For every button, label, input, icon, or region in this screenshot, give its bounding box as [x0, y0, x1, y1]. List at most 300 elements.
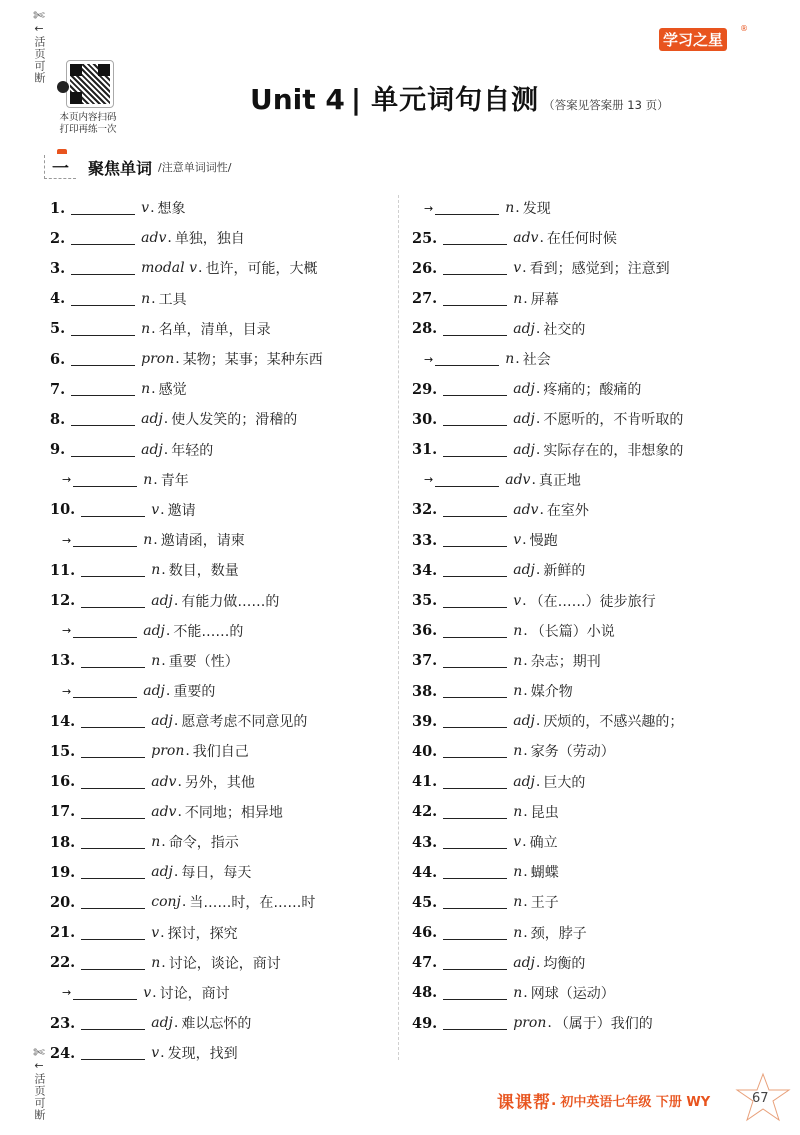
vocab-item — [50, 1008, 323, 1038]
item-number: 35. — [412, 592, 438, 610]
vocab-item — [412, 736, 683, 766]
vocab-item — [412, 585, 683, 615]
chinese-meaning: 屏幕 — [530, 291, 559, 308]
pos-dot: . — [522, 592, 527, 609]
answer-blank[interactable] — [81, 926, 145, 940]
part-of-speech: n — [513, 894, 523, 911]
answer-blank[interactable] — [71, 412, 135, 426]
answer-blank[interactable] — [443, 805, 507, 819]
part-of-speech: adj — [141, 441, 163, 458]
part-of-speech: n — [513, 622, 523, 639]
part-of-speech: adj — [151, 1015, 173, 1032]
pos-dot: . — [523, 894, 528, 911]
part-of-speech: n — [513, 652, 523, 669]
title-main: 单元词句自测 — [371, 85, 540, 116]
answer-blank[interactable] — [81, 594, 145, 608]
pos-dot: . — [522, 532, 527, 549]
pos-dot: . — [515, 351, 520, 368]
pos-dot: . — [535, 381, 541, 398]
right-column — [412, 193, 683, 1038]
vocab-item — [50, 555, 323, 585]
pos-dot: . — [198, 260, 203, 277]
answer-blank[interactable] — [81, 503, 145, 517]
part-of-speech: adv — [505, 471, 531, 488]
answer-blank[interactable] — [443, 624, 507, 638]
answer-blank[interactable] — [81, 1046, 145, 1060]
item-number: 43. — [412, 833, 438, 851]
part-of-speech: v — [151, 1045, 160, 1062]
brand-logo: 学习之星 — [659, 28, 727, 51]
part-of-speech: pron — [151, 743, 185, 760]
answer-blank[interactable] — [81, 654, 145, 668]
pos-dot: . — [160, 501, 165, 518]
part-of-speech: n — [513, 924, 523, 941]
section-number: 一 — [52, 159, 69, 179]
pos-dot: . — [523, 924, 528, 941]
vocab-item — [50, 736, 323, 766]
pos-dot: . — [523, 803, 528, 820]
pos-dot: . — [161, 652, 166, 669]
qr-pattern — [70, 64, 110, 104]
answer-note: （答案见答案册 13 页） — [543, 98, 669, 112]
chinese-meaning: 新鲜的 — [543, 563, 586, 580]
chinese-meaning: 真正地 — [538, 472, 581, 489]
bee-mascot-icon — [57, 81, 69, 93]
answer-blank[interactable] — [71, 352, 135, 366]
item-number: 25. — [412, 229, 438, 247]
vocab-derived-item — [412, 193, 683, 223]
answer-blank[interactable] — [81, 895, 145, 909]
vocab-item — [50, 284, 323, 314]
chinese-meaning: 重要（性） — [168, 653, 239, 670]
pos-dot: . — [165, 622, 171, 639]
vocab-item — [50, 1038, 323, 1068]
part-of-speech: v — [151, 501, 160, 518]
item-number: 6. — [50, 350, 66, 368]
part-of-speech: adj — [513, 411, 535, 428]
item-number: 12. — [50, 592, 76, 610]
derive-arrow-icon: → — [62, 684, 72, 698]
answer-blank[interactable] — [81, 835, 145, 849]
item-number: 22. — [50, 954, 76, 972]
pos-dot: . — [167, 230, 172, 247]
footer — [497, 1088, 710, 1113]
answer-blank[interactable] — [81, 744, 145, 758]
chinese-meaning: 均衡的 — [543, 955, 586, 972]
answer-blank[interactable] — [435, 473, 499, 487]
pos-dot: . — [181, 894, 187, 911]
chinese-meaning: 讨论，谈论，商讨 — [168, 955, 281, 972]
pos-dot: . — [160, 924, 165, 941]
part-of-speech: n — [143, 532, 153, 549]
part-of-speech: adj — [141, 411, 163, 428]
qr-code[interactable] — [66, 60, 114, 108]
item-number: 48. — [412, 984, 438, 1002]
answer-blank[interactable] — [435, 201, 499, 215]
qr-caption-line2: 打印再练一次 — [59, 124, 117, 135]
part-of-speech: n — [513, 743, 523, 760]
item-number: 2. — [50, 229, 66, 247]
part-of-speech: adj — [151, 713, 173, 730]
part-of-speech: v — [151, 924, 160, 941]
pos-dot: . — [173, 1015, 179, 1032]
chinese-meaning: 发现，找到 — [167, 1046, 238, 1063]
answer-blank[interactable] — [71, 322, 135, 336]
answer-blank[interactable] — [81, 714, 145, 728]
vocab-item — [50, 253, 323, 283]
answer-blank[interactable] — [443, 503, 507, 517]
pos-dot: . — [531, 471, 536, 488]
answer-blank[interactable] — [71, 201, 135, 215]
item-number: 1. — [50, 199, 66, 217]
vocab-item — [412, 676, 683, 706]
vocab-derived-item — [50, 676, 323, 706]
answer-blank[interactable] — [443, 443, 507, 457]
vocab-item — [412, 435, 683, 465]
chinese-meaning: 发现 — [522, 201, 551, 218]
vocab-item — [50, 374, 323, 404]
item-number: 3. — [50, 259, 66, 277]
answer-blank[interactable] — [443, 835, 507, 849]
vocab-item — [50, 797, 323, 827]
vocab-item — [412, 374, 683, 404]
section-heading — [44, 155, 231, 179]
part-of-speech: v — [513, 260, 522, 277]
vocab-item — [412, 1008, 683, 1038]
answer-blank[interactable] — [443, 926, 507, 940]
vocab-item — [50, 404, 323, 434]
chinese-meaning: （长篇）小说 — [530, 623, 615, 640]
part-of-speech: n — [513, 803, 523, 820]
pos-dot: . — [523, 743, 528, 760]
item-number: 13. — [50, 652, 76, 670]
chinese-meaning: 网球（运动） — [530, 985, 615, 1002]
vocab-item — [50, 585, 323, 615]
chinese-meaning: 邀请函，请柬 — [160, 533, 245, 550]
chinese-meaning: 讨论，商讨 — [159, 985, 230, 1002]
vocab-item — [50, 767, 323, 797]
tear-label: 活页可断 — [33, 1073, 46, 1121]
pos-dot: . — [535, 320, 541, 337]
chinese-meaning: 工具 — [158, 291, 187, 308]
item-number: 11. — [50, 561, 76, 579]
unit-label: Unit 4 — [250, 83, 345, 116]
pos-dot: . — [161, 834, 166, 851]
vocab-derived-item — [412, 465, 683, 495]
vocab-item — [412, 797, 683, 827]
part-of-speech: n — [141, 320, 151, 337]
chinese-meaning: 王子 — [530, 895, 559, 912]
answer-blank[interactable] — [443, 594, 507, 608]
chinese-meaning: 媒介物 — [530, 684, 573, 701]
answer-blank[interactable] — [71, 443, 135, 457]
answer-blank[interactable] — [443, 231, 507, 245]
pos-dot: . — [153, 471, 158, 488]
vocab-item — [50, 948, 323, 978]
scissors-icon: ✄ — [33, 1045, 45, 1061]
chinese-meaning: 当……时，在……时 — [189, 895, 316, 912]
item-number: 39. — [412, 712, 438, 730]
vocab-item — [412, 525, 683, 555]
answer-blank[interactable] — [443, 956, 507, 970]
pos-dot: . — [523, 864, 528, 881]
vocab-item — [50, 918, 323, 948]
item-number: 14. — [50, 712, 76, 730]
part-of-speech: v — [141, 200, 150, 217]
answer-blank[interactable] — [443, 865, 507, 879]
part-of-speech: n — [141, 290, 151, 307]
answer-blank[interactable] — [81, 805, 145, 819]
vocab-item — [412, 404, 683, 434]
answer-blank[interactable] — [81, 865, 145, 879]
answer-blank[interactable] — [443, 382, 507, 396]
tear-strip-top — [28, 8, 50, 84]
pos-dot: . — [535, 562, 541, 579]
part-of-speech: adj — [143, 683, 165, 700]
chinese-meaning: 另外，其他 — [184, 774, 255, 791]
chinese-meaning: 使人发笑的；滑稽的 — [171, 412, 298, 429]
item-number: 20. — [50, 893, 76, 911]
chinese-meaning: 在室外 — [546, 502, 589, 519]
arrow-left-icon: ← — [34, 22, 44, 35]
part-of-speech: pron — [513, 1015, 547, 1032]
pos-dot: . — [160, 1045, 165, 1062]
part-of-speech: n — [513, 864, 523, 881]
left-column — [50, 193, 323, 1068]
vocab-item — [412, 284, 683, 314]
part-of-speech: adj — [151, 864, 173, 881]
pos-dot: . — [175, 351, 180, 368]
answer-blank[interactable] — [73, 473, 137, 487]
vocab-derived-item — [412, 344, 683, 374]
item-number: 19. — [50, 863, 76, 881]
part-of-speech: adj — [513, 954, 535, 971]
part-of-speech: adv — [151, 773, 177, 790]
item-number: 46. — [412, 924, 438, 942]
pos-dot: . — [150, 200, 155, 217]
item-number: 15. — [50, 742, 76, 760]
answer-blank[interactable] — [73, 533, 137, 547]
answer-blank[interactable] — [443, 563, 507, 577]
pos-dot: . — [153, 532, 158, 549]
pos-dot: . — [523, 984, 528, 1001]
item-number: 26. — [412, 259, 438, 277]
part-of-speech: pron — [141, 351, 175, 368]
pos-dot: . — [522, 834, 527, 851]
answer-blank[interactable] — [71, 382, 135, 396]
part-of-speech: adj — [513, 562, 535, 579]
item-number: 18. — [50, 833, 76, 851]
derive-arrow-icon: → — [62, 624, 72, 638]
part-of-speech: adj — [151, 592, 173, 609]
item-number: 8. — [50, 410, 66, 428]
pos-dot: . — [161, 954, 166, 971]
chinese-meaning: 昆虫 — [530, 804, 559, 821]
vocab-item — [412, 857, 683, 887]
answer-blank[interactable] — [443, 1016, 507, 1030]
answer-blank[interactable] — [443, 986, 507, 1000]
footer-brand: 课课帮 — [497, 1093, 551, 1113]
pos-dot: . — [515, 200, 520, 217]
vocab-item — [50, 495, 323, 525]
item-number: 42. — [412, 803, 438, 821]
item-number: 32. — [412, 501, 438, 519]
pos-dot: . — [547, 1015, 552, 1032]
item-number: 28. — [412, 320, 438, 338]
derive-arrow-icon: → — [424, 473, 434, 487]
section-badge — [44, 155, 76, 179]
answer-blank[interactable] — [71, 231, 135, 245]
clip-icon — [57, 149, 67, 154]
item-number: 29. — [412, 380, 438, 398]
footer-brand-dot: . — [551, 1092, 557, 1109]
answer-blank[interactable] — [443, 412, 507, 426]
vocab-item — [50, 435, 323, 465]
vocab-derived-item — [50, 465, 323, 495]
pos-dot: . — [151, 320, 156, 337]
item-number: 36. — [412, 622, 438, 640]
pos-dot: . — [163, 411, 169, 428]
part-of-speech: n — [151, 954, 161, 971]
chinese-meaning: 在任何时候 — [546, 231, 617, 248]
qr-block — [56, 60, 120, 136]
registered-mark: ® — [740, 24, 748, 33]
item-number: 10. — [50, 501, 76, 519]
column-divider — [398, 195, 399, 1060]
part-of-speech: modal v — [141, 260, 197, 277]
item-number: 49. — [412, 1014, 438, 1032]
arrow-left-icon: ← — [34, 1059, 44, 1072]
item-number: 30. — [412, 410, 438, 428]
vocab-item — [412, 646, 683, 676]
item-number: 16. — [50, 773, 76, 791]
vocab-item — [412, 616, 683, 646]
pos-dot: . — [535, 713, 541, 730]
chinese-meaning: 每日，每天 — [181, 865, 252, 882]
pos-dot: . — [535, 411, 541, 428]
title-separator: | — [350, 83, 362, 116]
vocab-derived-item — [50, 978, 323, 1008]
part-of-speech: n — [513, 683, 523, 700]
pos-dot: . — [151, 290, 156, 307]
pos-dot: . — [523, 622, 528, 639]
answer-blank[interactable] — [443, 654, 507, 668]
answer-blank[interactable] — [443, 261, 507, 275]
chinese-meaning: 青年 — [160, 472, 189, 489]
answer-blank[interactable] — [81, 1016, 145, 1030]
part-of-speech: adj — [143, 622, 165, 639]
book-title: 初中英语七年级 下册 WY — [560, 1095, 711, 1110]
part-of-speech: n — [505, 351, 515, 368]
chinese-meaning: 颈，脖子 — [530, 925, 587, 942]
part-of-speech: adj — [513, 773, 535, 790]
pos-dot: . — [163, 441, 169, 458]
part-of-speech: n — [141, 381, 151, 398]
part-of-speech: n — [151, 652, 161, 669]
item-number: 21. — [50, 924, 76, 942]
vocab-item — [50, 344, 323, 374]
chinese-meaning: （在……）徒步旅行 — [529, 593, 656, 610]
vocab-item — [50, 646, 323, 676]
answer-blank[interactable] — [71, 261, 135, 275]
item-number: 38. — [412, 682, 438, 700]
vocab-derived-item — [50, 616, 323, 646]
answer-blank[interactable] — [73, 624, 137, 638]
vocab-item — [412, 978, 683, 1008]
answer-blank[interactable] — [73, 986, 137, 1000]
part-of-speech: n — [143, 471, 153, 488]
answer-blank[interactable] — [81, 956, 145, 970]
chinese-meaning: 慢跑 — [529, 533, 558, 550]
vocab-item — [412, 555, 683, 585]
answer-blank[interactable] — [73, 684, 137, 698]
pos-dot: . — [161, 562, 166, 579]
chinese-meaning: 数目，数量 — [168, 563, 239, 580]
vocab-item — [412, 314, 683, 344]
scissors-icon: ✄ — [33, 8, 45, 24]
answer-blank[interactable] — [435, 352, 499, 366]
answer-blank[interactable] — [443, 775, 507, 789]
qr-caption-line1: 本页内容扫码 — [59, 112, 117, 123]
vocab-item — [50, 193, 323, 223]
answer-blank[interactable] — [443, 744, 507, 758]
chinese-meaning: 难以忘怀的 — [181, 1016, 252, 1033]
answer-blank[interactable] — [443, 684, 507, 698]
chinese-meaning: 命令，指示 — [168, 835, 239, 852]
chinese-meaning: 某物；某事；某种东西 — [182, 352, 323, 369]
chinese-meaning: 想象 — [157, 201, 186, 218]
derive-arrow-icon: → — [62, 533, 72, 547]
part-of-speech: n — [151, 834, 161, 851]
answer-blank[interactable] — [71, 292, 135, 306]
item-number: 27. — [412, 290, 438, 308]
pos-dot: . — [177, 803, 182, 820]
derive-arrow-icon: → — [424, 352, 434, 366]
answer-blank[interactable] — [81, 775, 145, 789]
vocab-item — [50, 827, 323, 857]
item-number: 45. — [412, 893, 438, 911]
pos-dot: . — [152, 984, 157, 1001]
chinese-meaning: 社交的 — [543, 321, 586, 338]
derive-arrow-icon: → — [62, 473, 72, 487]
part-of-speech: n — [513, 290, 523, 307]
vocab-item — [50, 223, 323, 253]
chinese-meaning: 厌烦的，不感兴趣的； — [543, 714, 684, 731]
part-of-speech: adv — [513, 501, 539, 518]
answer-blank[interactable] — [443, 533, 507, 547]
item-number: 34. — [412, 561, 438, 579]
answer-blank[interactable] — [443, 714, 507, 728]
chinese-meaning: 实际存在的，非想象的 — [543, 442, 684, 459]
answer-blank[interactable] — [443, 292, 507, 306]
part-of-speech: v — [513, 834, 522, 851]
part-of-speech: v — [513, 532, 522, 549]
answer-blank[interactable] — [443, 895, 507, 909]
part-of-speech: adj — [513, 320, 535, 337]
item-number: 17. — [50, 803, 76, 821]
pos-dot: . — [523, 683, 528, 700]
answer-blank[interactable] — [443, 322, 507, 336]
item-number: 31. — [412, 441, 438, 459]
item-number: 4. — [50, 290, 66, 308]
part-of-speech: adj — [513, 713, 535, 730]
vocab-item — [50, 887, 323, 917]
vocab-item — [412, 223, 683, 253]
vocab-item — [412, 948, 683, 978]
part-of-speech: v — [143, 984, 152, 1001]
vocab-item — [50, 314, 323, 344]
answer-blank[interactable] — [81, 563, 145, 577]
